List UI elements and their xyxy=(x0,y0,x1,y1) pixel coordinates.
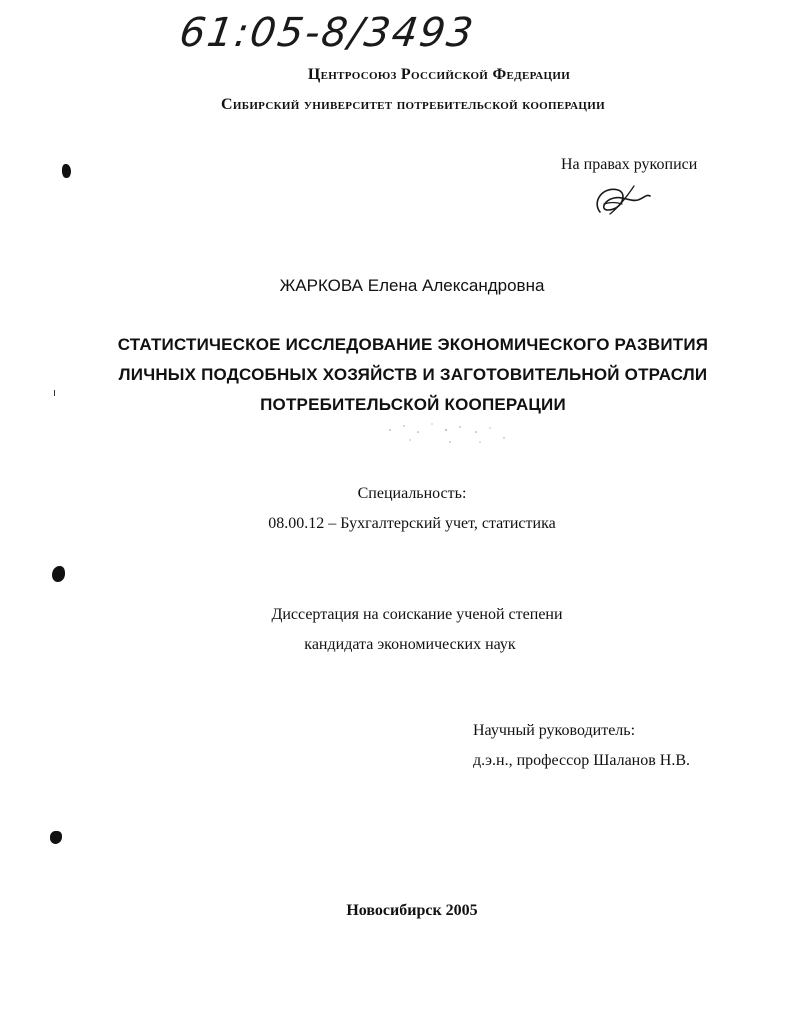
specialty-value: 08.00.12 – Бухгалтерский учет, статистика xyxy=(268,515,556,532)
city-year: Новосибирск 2005 xyxy=(346,902,478,919)
scan-speckles xyxy=(380,418,520,448)
thesis-title-line-1: СТАТИСТИЧЕСКОЕ ИССЛЕДОВАНИЕ ЭКОНОМИЧЕСКОГО РАЗВИТИЯ xyxy=(117,335,709,354)
binding-hole-mark-bottom xyxy=(50,831,62,844)
organization-line-1: Центросоюз Российской Федерации xyxy=(307,66,571,83)
specialty-label: Специальность: xyxy=(357,485,467,502)
handwritten-catalog-code: 61:05-8/3493 xyxy=(176,10,478,56)
organization-line-2: Сибирский университет потребительской кооперации xyxy=(221,96,605,113)
dissertation-degree-line-1: Диссертация на соискание ученой степени xyxy=(271,606,563,623)
supervisor-name: д.э.н., профессор Шаланов Н.В. xyxy=(473,752,691,769)
thesis-title-line-3: ПОТРЕБИТЕЛЬСКОЙ КООПЕРАЦИИ xyxy=(260,395,566,414)
scan-tick-mark xyxy=(54,390,55,396)
thesis-title-line-2: ЛИЧНЫХ ПОДСОБНЫХ ХОЗЯЙСТВ И ЗАГОТОВИТЕЛЬНОЙ ОТРАСЛИ xyxy=(118,365,708,384)
binding-hole-mark-middle xyxy=(52,566,65,582)
binding-hole-mark-top xyxy=(62,164,71,178)
manuscript-rights-note: На правах рукописи xyxy=(561,156,698,173)
handwritten-signature xyxy=(590,180,660,220)
supervisor-label: Научный руководитель: xyxy=(473,722,636,739)
author-name: ЖАРКОВА Елена Александровна xyxy=(279,276,545,295)
dissertation-degree-line-2: кандидата экономических наук xyxy=(304,636,516,653)
